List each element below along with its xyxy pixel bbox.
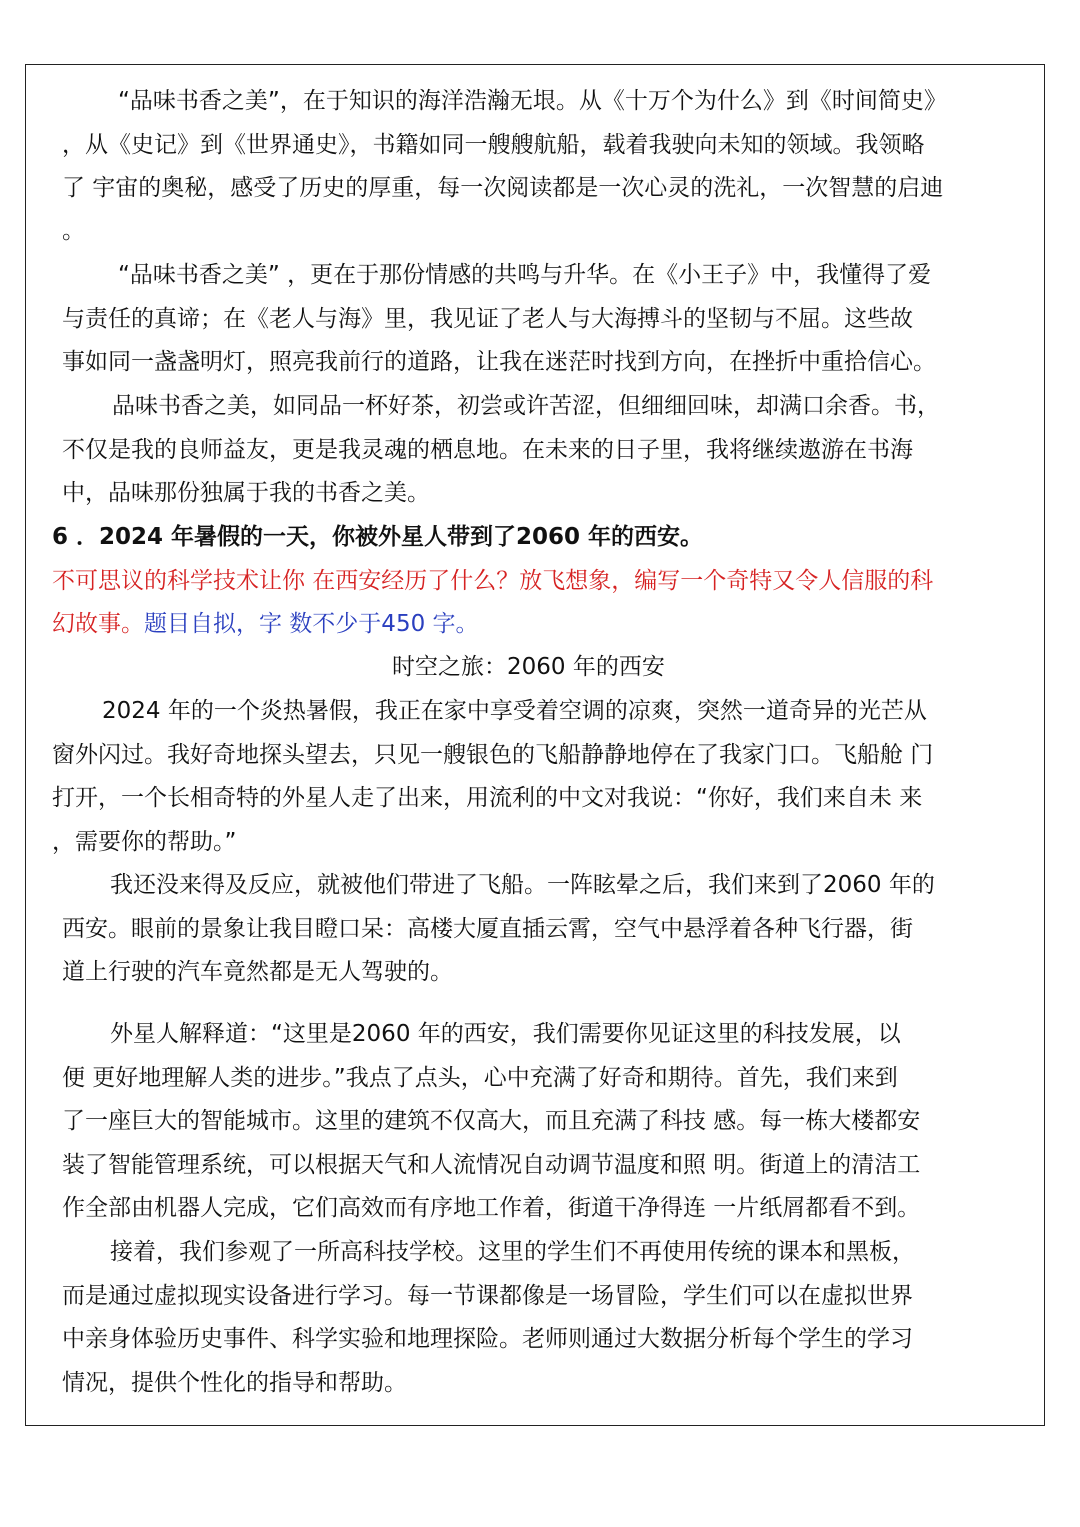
question-prompt-line-1: 不可思议的科学技术让你 在西安经历了什么？放飞想象，编写一个奇特又令人信服的科: [52, 568, 934, 594]
e3-line-2: 便 更好地理解人类的进步。”我点了点头，心中充满了好奇和期待。首先，我们来到: [62, 1065, 898, 1091]
question-prompt-line-2: [52, 607, 479, 641]
question-heading: 6 ．2024 年暑假的一天，你被外星人带到了2060 年的西安。: [52, 524, 704, 550]
question-prompt-red: 幻故事。: [52, 611, 144, 637]
p1-line-3: 了 宇宙的奥秘，感受了历史的厚重，每一次阅读都是一次心灵的洗礼，一次智慧的启迪: [62, 175, 944, 201]
e1-line-4: ，需要你的帮助。”: [52, 829, 237, 855]
e1-line-2: 窗外闪过。我好奇地探头望去，只见一艘银色的飞船静静地停在了我家门口。飞船舱 门: [52, 742, 934, 768]
p1-line-2: ，从《史记》到《世界通史》，书籍如同一艘艘航船，载着我驶向未知的领域。我领略: [62, 132, 925, 158]
e2-line-1: 我还没来得及反应，就被他们带进了飞船。一阵眩晕之后，我们来到了2060 年的: [110, 872, 935, 898]
p3-line-1: 品味书香之美，如同品一杯好茶，初尝或许苦涩，但细细回味，却满口余香。书，: [112, 393, 940, 419]
e4-line-2: 而是通过虚拟现实设备进行学习。每一节课都像是一场冒险，学生们可以在虚拟世界: [62, 1283, 913, 1309]
e2-line-2: 西安。眼前的景象让我目瞪口呆：高楼大厦直插云霄，空气中悬浮着各种飞行器，街: [62, 916, 913, 942]
p2-line-3: 事如同一盏盏明灯，照亮我前行的道路，让我在迷茫时找到方向，在挫折中重拾信心。: [62, 349, 936, 375]
p1-line-1: “品味书香之美”，在于知识的海洋浩瀚无垠。从《十万个为什么》到《时间简史》: [118, 88, 947, 114]
e3-line-5: 作全部由机器人完成，它们高效而有序地工作着，街道干净得连 一片纸屑都看不到。: [62, 1195, 921, 1221]
e3-line-3: 了一座巨大的智能城市。这里的建筑不仅高大，而且充满了科技 感。每一栋大楼都安: [62, 1108, 921, 1134]
p3-line-2: 不仅是我的良师益友，更是我灵魂的栖息地。在未来的日子里，我将继续遨游在书海: [62, 437, 913, 463]
p3-line-3: 中，品味那份独属于我的书香之美。: [62, 480, 430, 506]
p1-line-4: 。: [62, 218, 85, 244]
e3-line-4: 装了智能管理系统，可以根据天气和人流情况自动调节温度和照 明。街道上的清洁工: [62, 1152, 921, 1178]
essay-title: 时空之旅：2060 年的西安: [392, 654, 665, 680]
e1-line-3: 打开，一个长相奇特的外星人走了出来，用流利的中文对我说：“你好，我们来自未 来: [52, 785, 923, 811]
p2-line-2: 与责任的真谛；在《老人与海》里，我见证了老人与大海搏斗的坚韧与不屈。这些故: [62, 306, 913, 332]
e3-line-1: 外星人解释道：“这里是2060 年的西安，我们需要你见证这里的科技发展，以: [110, 1021, 901, 1047]
e4-line-3: 中亲身体验历史事件、科学实验和地理探险。老师则通过大数据分析每个学生的学习: [62, 1326, 913, 1352]
p2-line-1: “品味书香之美” ，更在于那份情感的共鸣与升华。在《小王子》中，我懂得了爱: [118, 262, 932, 288]
e4-line-1: 接着，我们参观了一所高科技学校。这里的学生们不再使用传统的课本和黑板，: [110, 1239, 915, 1265]
e2-line-3: 道上行驶的汽车竟然都是无人驾驶的。: [62, 959, 453, 985]
e4-line-4: 情况，提供个性化的指导和帮助。: [62, 1370, 407, 1396]
question-requirement: 题目自拟，字 数不少于450 字。: [144, 611, 479, 637]
e1-line-1: 2024 年的一个炎热暑假，我正在家中享受着空调的凉爽，突然一道奇异的光芒从: [102, 698, 927, 724]
